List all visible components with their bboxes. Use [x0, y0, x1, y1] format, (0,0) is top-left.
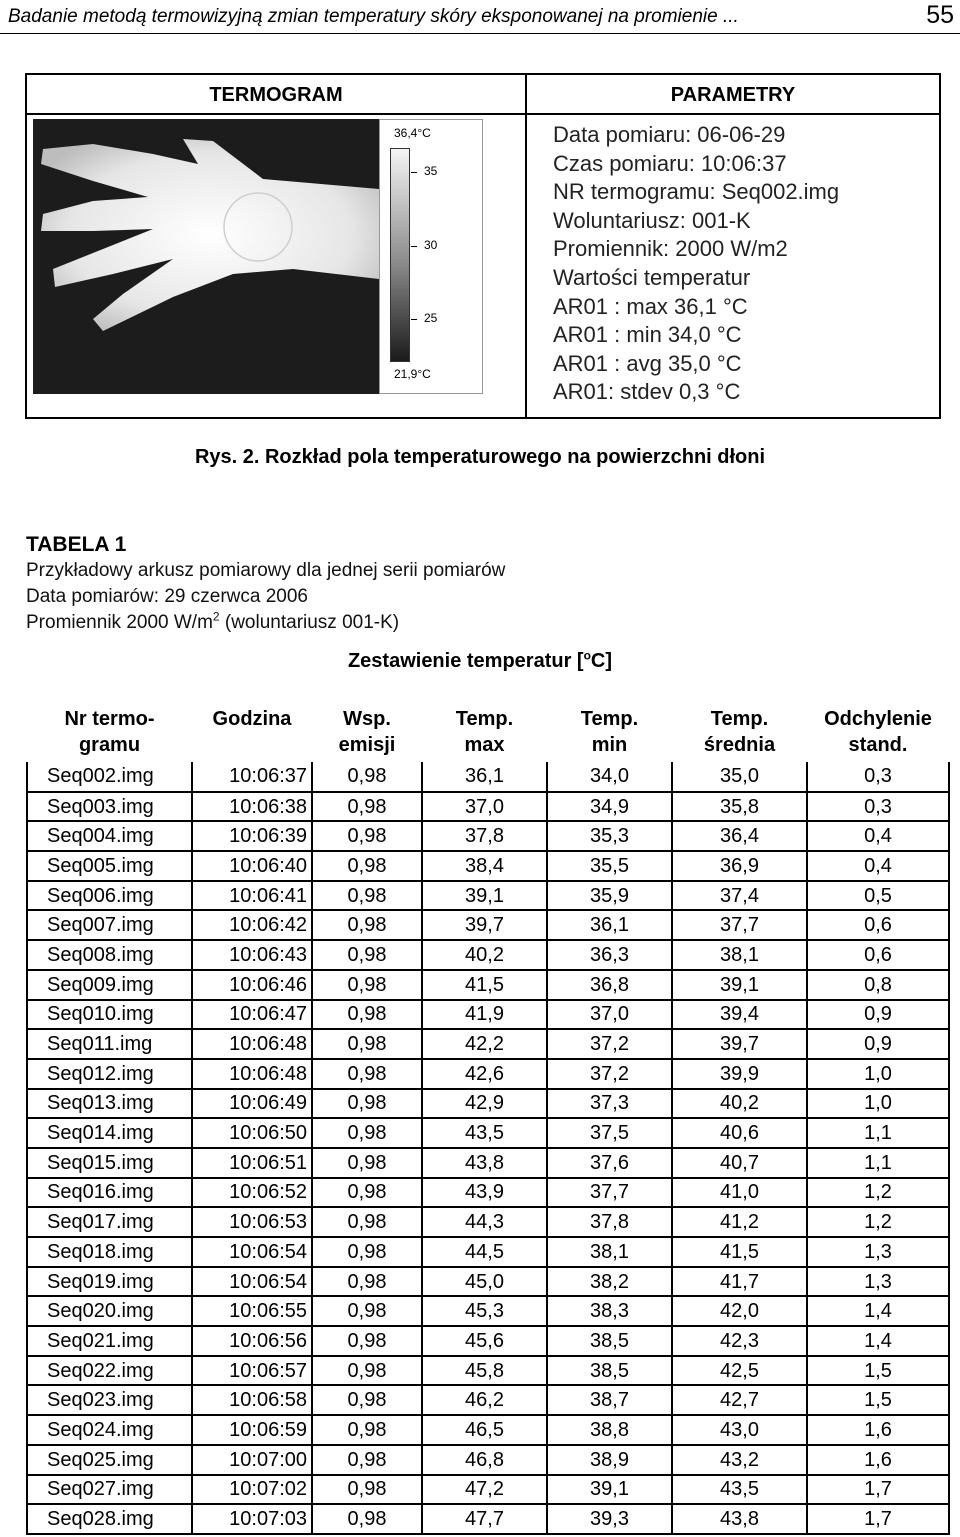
table-cell: 10:06:49 — [192, 1089, 312, 1119]
table-cell: 0,98 — [312, 1207, 422, 1237]
table-cell: 10:06:54 — [192, 1237, 312, 1267]
table-cell: 0,4 — [807, 821, 949, 851]
table-cell: 36,1 — [422, 762, 547, 792]
table-cell: 41,2 — [672, 1207, 807, 1237]
table-cell: 10:06:48 — [192, 1059, 312, 1089]
scale-max-label: 36,4°C — [394, 126, 431, 140]
table-cell: 10:06:41 — [192, 881, 312, 911]
table-cell: 0,98 — [312, 1148, 422, 1178]
parameters-list — [527, 115, 939, 407]
table-cell: Seq016.img — [27, 1178, 192, 1208]
table-cell: 0,4 — [807, 851, 949, 881]
table-cell: 40,2 — [672, 1089, 807, 1119]
table-cell: 39,7 — [422, 910, 547, 940]
table-row — [27, 1475, 949, 1505]
table-cell: 36,9 — [672, 851, 807, 881]
parameter-line: NR termogramu: Seq002.img — [553, 179, 840, 205]
table-cell: 0,98 — [312, 1445, 422, 1475]
table-cell: 10:06:50 — [192, 1118, 312, 1148]
table-cell: 37,8 — [422, 821, 547, 851]
table-cell: 37,0 — [547, 1000, 672, 1030]
table-cell: Seq020.img — [27, 1296, 192, 1326]
radiator-info — [26, 609, 400, 634]
table-cell: 40,6 — [672, 1118, 807, 1148]
table-cell: 10:06:55 — [192, 1296, 312, 1326]
table-row — [27, 970, 949, 1000]
table-cell: 39,3 — [547, 1504, 672, 1534]
table-cell: 0,98 — [312, 1000, 422, 1030]
table-cell: 0,98 — [312, 1475, 422, 1505]
table-cell: 10:06:39 — [192, 821, 312, 851]
table-cell: 0,3 — [807, 762, 949, 792]
table-cell: 10:06:54 — [192, 1267, 312, 1297]
table-cell: 43,5 — [672, 1475, 807, 1505]
table-cell: 10:07:03 — [192, 1504, 312, 1534]
column-header — [547, 704, 672, 762]
table-cell: 37,8 — [547, 1207, 672, 1237]
table-row — [27, 1029, 949, 1059]
table-cell: 10:06:51 — [192, 1148, 312, 1178]
table-cell: 46,8 — [422, 1445, 547, 1475]
thermogram-figure — [25, 73, 941, 419]
scale-tick — [411, 246, 417, 247]
table-row — [27, 1296, 949, 1326]
table-cell: 35,5 — [547, 851, 672, 881]
thermogram-area — [33, 119, 517, 413]
table-cell: 46,2 — [422, 1385, 547, 1415]
table-cell: 10:07:00 — [192, 1445, 312, 1475]
table-cell: 10:06:42 — [192, 910, 312, 940]
table-cell: 10:06:48 — [192, 1029, 312, 1059]
table-cell: Seq028.img — [27, 1504, 192, 1534]
table-cell: 0,98 — [312, 1059, 422, 1089]
column-header — [422, 704, 547, 762]
table-cell: 1,3 — [807, 1237, 949, 1267]
table-cell: Seq019.img — [27, 1267, 192, 1297]
table-cell: 10:06:38 — [192, 792, 312, 822]
table-cell: 0,6 — [807, 910, 949, 940]
table-cell: 47,2 — [422, 1475, 547, 1505]
table-cell: 0,98 — [312, 970, 422, 1000]
parameter-line: Czas pomiaru: 10:06:37 — [553, 150, 787, 176]
table-cell: 41,9 — [422, 1000, 547, 1030]
table-cell: 38,5 — [547, 1356, 672, 1386]
table-row — [27, 1385, 949, 1415]
table-cell: 10:06:46 — [192, 970, 312, 1000]
parameter-line: AR01: stdev 0,3 °C — [553, 379, 741, 405]
table-row — [27, 1118, 949, 1148]
table-cell: 0,9 — [807, 1029, 949, 1059]
table-cell: 0,3 — [807, 792, 949, 822]
column-header — [672, 704, 807, 762]
table-cell: 1,2 — [807, 1207, 949, 1237]
table-cell: 10:07:02 — [192, 1475, 312, 1505]
table-cell: 1,4 — [807, 1296, 949, 1326]
table-summary-title — [0, 650, 960, 673]
table-cell: 43,8 — [422, 1148, 547, 1178]
table-cell: 44,3 — [422, 1207, 547, 1237]
parameter-line: AR01 : max 36,1 °C — [553, 293, 748, 319]
table-row — [27, 1207, 949, 1237]
table-row — [27, 762, 949, 792]
table-cell: 1,6 — [807, 1415, 949, 1445]
table-row — [27, 940, 949, 970]
table-cell: Seq017.img — [27, 1207, 192, 1237]
table-cell: 44,5 — [422, 1237, 547, 1267]
table-row — [27, 1000, 949, 1030]
summary-text: Zestawienie temperatur [ — [347, 650, 584, 672]
table-cell: 39,1 — [672, 970, 807, 1000]
table-row — [27, 1148, 949, 1178]
table-cell: 1,0 — [807, 1089, 949, 1119]
table-cell: 10:06:58 — [192, 1385, 312, 1415]
table-cell: Seq010.img — [27, 1000, 192, 1030]
table-cell: 0,98 — [312, 1267, 422, 1297]
temperature-table — [26, 704, 950, 1535]
table-cell: Seq008.img — [27, 940, 192, 970]
table-cell: Seq022.img — [27, 1356, 192, 1386]
table-cell: 43,8 — [672, 1504, 807, 1534]
table-cell: 42,5 — [672, 1356, 807, 1386]
table-cell: 43,5 — [422, 1118, 547, 1148]
table-cell: 37,7 — [547, 1178, 672, 1208]
table-cell: 0,98 — [312, 1178, 422, 1208]
table-cell: 47,7 — [422, 1504, 547, 1534]
thermogram-image — [33, 119, 379, 394]
table-cell: 0,98 — [312, 851, 422, 881]
table-cell: 38,7 — [547, 1385, 672, 1415]
table-cell: 1,7 — [807, 1475, 949, 1505]
column-header-line: min — [591, 734, 628, 756]
table-cell: 37,7 — [672, 910, 807, 940]
table-row — [27, 1356, 949, 1386]
column-header-line: gramu — [78, 734, 141, 756]
table-cell: 1,0 — [807, 1059, 949, 1089]
table-cell: 41,5 — [422, 970, 547, 1000]
column-header-line: Godzina — [212, 708, 292, 730]
table-cell: 1,1 — [807, 1118, 949, 1148]
table-cell: 43,9 — [422, 1178, 547, 1208]
table-cell: 1,7 — [807, 1504, 949, 1534]
table-cell: Seq027.img — [27, 1475, 192, 1505]
table-cell: 0,6 — [807, 940, 949, 970]
table-cell: 42,2 — [422, 1029, 547, 1059]
table-cell: 35,3 — [547, 821, 672, 851]
table-cell: 34,0 — [547, 762, 672, 792]
table-cell: 0,98 — [312, 1237, 422, 1267]
table-cell: Seq005.img — [27, 851, 192, 881]
table-cell: 41,5 — [672, 1237, 807, 1267]
table-cell: 37,6 — [547, 1148, 672, 1178]
table-cell: 10:06:43 — [192, 940, 312, 970]
table-cell: 1,1 — [807, 1148, 949, 1178]
scale-tick-label: 35 — [424, 164, 438, 178]
table-cell: 35,0 — [672, 762, 807, 792]
parameter-line: AR01 : min 34,0 °C — [553, 322, 742, 348]
table-row — [27, 1326, 949, 1356]
column-header-line: stand. — [848, 734, 908, 756]
table-cell: 0,98 — [312, 762, 422, 792]
table-cell: 42,0 — [672, 1296, 807, 1326]
table-cell: 38,1 — [672, 940, 807, 970]
parameter-line: Wartości temperatur — [553, 264, 751, 290]
table-cell: 39,1 — [422, 881, 547, 911]
table-cell: 0,98 — [312, 910, 422, 940]
table-row — [27, 1267, 949, 1297]
table-cell: 39,1 — [547, 1475, 672, 1505]
table-cell: 36,3 — [547, 940, 672, 970]
table-cell: 10:06:56 — [192, 1326, 312, 1356]
table-cell: Seq013.img — [27, 1089, 192, 1119]
column-header-line: Temp. — [455, 708, 514, 730]
table-cell: 42,3 — [672, 1326, 807, 1356]
table-cell: 36,4 — [672, 821, 807, 851]
table-cell: 1,3 — [807, 1267, 949, 1297]
table-cell: 42,7 — [672, 1385, 807, 1415]
table-row — [27, 1445, 949, 1475]
scale-tick — [411, 172, 417, 173]
parameter-line: AR01 : avg 35,0 °C — [553, 350, 742, 376]
column-header-line: Temp. — [580, 708, 639, 730]
page-header — [0, 0, 960, 34]
thermogram-panel — [27, 75, 527, 417]
table-cell: Seq015.img — [27, 1148, 192, 1178]
running-title: Badanie metodą termowizyjną zmian temperatury skóry eksponowanej na promienie ... — [8, 6, 739, 27]
table-row — [27, 1415, 949, 1445]
table-cell: 37,0 — [422, 792, 547, 822]
parameter-line: Data pomiaru: 06-06-29 — [553, 122, 786, 147]
table-cell: Seq012.img — [27, 1059, 192, 1089]
table-cell: 0,5 — [807, 881, 949, 911]
table-cell: 0,98 — [312, 1089, 422, 1119]
table-cell: 45,3 — [422, 1296, 547, 1326]
table-cell: Seq003.img — [27, 792, 192, 822]
parameter-line: Woluntariusz: 001-K — [553, 207, 751, 233]
table-cell: 0,98 — [312, 1029, 422, 1059]
table-cell: 0,98 — [312, 1504, 422, 1534]
column-header — [27, 704, 192, 762]
table-cell: 36,8 — [547, 970, 672, 1000]
table-cell: Seq014.img — [27, 1118, 192, 1148]
table-cell: 36,1 — [547, 910, 672, 940]
table-cell: 1,5 — [807, 1385, 949, 1415]
column-header-line: Temp. — [710, 708, 769, 730]
table-cell: 0,98 — [312, 1415, 422, 1445]
column-header-line: Wsp. — [343, 708, 391, 730]
scale-gradient-bar — [390, 148, 410, 362]
measurement-date: Data pomiarów: 29 czerwca 2006 — [26, 586, 308, 607]
column-header — [192, 704, 312, 762]
scale-min-label: 21,9°C — [394, 367, 431, 381]
table-cell: 40,7 — [672, 1148, 807, 1178]
summary-unit: C] — [590, 650, 613, 672]
scale-tick-label: 30 — [424, 238, 438, 252]
table-row — [27, 910, 949, 940]
temperature-scale — [379, 119, 483, 394]
table-cell: 0,98 — [312, 792, 422, 822]
table-cell: 1,6 — [807, 1445, 949, 1475]
table-row — [27, 792, 949, 822]
table-cell: 10:06:52 — [192, 1178, 312, 1208]
table-cell: 0,98 — [312, 1385, 422, 1415]
table-row — [27, 881, 949, 911]
table-body — [27, 762, 949, 1534]
table-cell: 10:06:37 — [192, 762, 312, 792]
table-cell: Seq007.img — [27, 910, 192, 940]
hand-thermal-image — [33, 119, 379, 394]
parameter-line: Promiennik: 2000 W/m2 — [553, 236, 788, 262]
table-cell: 43,2 — [672, 1445, 807, 1475]
table-row — [27, 1178, 949, 1208]
thermogram-heading: TERMOGRAM — [27, 75, 525, 115]
radiator-unit-exponent: 2 — [212, 609, 220, 624]
scale-tick-label: 25 — [424, 311, 438, 325]
table-cell: 0,8 — [807, 970, 949, 1000]
table-cell: 45,0 — [422, 1267, 547, 1297]
table-row — [27, 851, 949, 881]
parameters-panel — [527, 75, 939, 417]
column-header-line: średnia — [703, 734, 776, 756]
table-heading: TABELA 1 — [26, 533, 127, 556]
table-cell: 38,4 — [422, 851, 547, 881]
table-cell: Seq009.img — [27, 970, 192, 1000]
table-cell: 10:06:59 — [192, 1415, 312, 1445]
column-header-line: emisji — [338, 734, 396, 756]
table-cell: 10:06:40 — [192, 851, 312, 881]
figure-caption: Rys. 2. Rozkład pola temperaturowego na powierzchni dłoni — [194, 446, 766, 468]
table-cell: Seq025.img — [27, 1445, 192, 1475]
column-header-line: max — [464, 734, 505, 756]
table-cell: 39,7 — [672, 1029, 807, 1059]
table-cell: 38,5 — [547, 1326, 672, 1356]
table-row — [27, 1059, 949, 1089]
table-cell: Seq021.img — [27, 1326, 192, 1356]
table-cell: 40,2 — [422, 940, 547, 970]
table-cell: 0,98 — [312, 1356, 422, 1386]
degree-symbol: o — [583, 648, 591, 663]
table-cell: 35,8 — [672, 792, 807, 822]
table-cell: Seq006.img — [27, 881, 192, 911]
table-cell: 0,98 — [312, 1326, 422, 1356]
table-cell: 45,8 — [422, 1356, 547, 1386]
table-cell: 41,7 — [672, 1267, 807, 1297]
table-cell: 10:06:47 — [192, 1000, 312, 1030]
table-cell: 0,98 — [312, 821, 422, 851]
table-cell: 1,4 — [807, 1326, 949, 1356]
table-cell: 37,4 — [672, 881, 807, 911]
table-cell: Seq004.img — [27, 821, 192, 851]
table-cell: 38,8 — [547, 1415, 672, 1445]
table-cell: 41,0 — [672, 1178, 807, 1208]
table-cell: Seq018.img — [27, 1237, 192, 1267]
radiator-text: Promiennik 2000 W/m — [26, 612, 213, 633]
table-cell: 37,3 — [547, 1089, 672, 1119]
table-cell: 37,2 — [547, 1029, 672, 1059]
table-cell: 0,98 — [312, 1118, 422, 1148]
table-cell: 42,6 — [422, 1059, 547, 1089]
column-header — [312, 704, 422, 762]
scale-tick — [411, 319, 417, 320]
table-cell: 10:06:53 — [192, 1207, 312, 1237]
table-cell: 0,98 — [312, 940, 422, 970]
page-number: 55 — [926, 1, 954, 29]
table-cell: 46,5 — [422, 1415, 547, 1445]
table-cell: 38,9 — [547, 1445, 672, 1475]
table-cell: 39,4 — [672, 1000, 807, 1030]
table-row — [27, 821, 949, 851]
table-cell: 38,3 — [547, 1296, 672, 1326]
table-cell: 35,9 — [547, 881, 672, 911]
table-cell: 1,2 — [807, 1178, 949, 1208]
table-cell: 0,98 — [312, 881, 422, 911]
table-cell: 43,0 — [672, 1415, 807, 1445]
table-cell: Seq024.img — [27, 1415, 192, 1445]
table-cell: 37,5 — [547, 1118, 672, 1148]
column-header-line: Nr termo- — [64, 708, 155, 730]
table-cell: 34,9 — [547, 792, 672, 822]
table-cell: 42,9 — [422, 1089, 547, 1119]
table-header-row — [27, 704, 949, 762]
column-header — [807, 704, 949, 762]
table-cell: 38,2 — [547, 1267, 672, 1297]
table-cell: 38,1 — [547, 1237, 672, 1267]
table-cell: Seq002.img — [27, 762, 192, 792]
column-header-line: Odchylenie — [824, 708, 932, 730]
table-cell: 10:06:57 — [192, 1356, 312, 1386]
parameters-heading: PARAMETRY — [527, 75, 939, 115]
table-description: Przykładowy arkusz pomiarowy dla jednej serii pomiarów — [26, 560, 506, 581]
table-cell: 45,6 — [422, 1326, 547, 1356]
table-cell: 0,98 — [312, 1296, 422, 1326]
table-cell: Seq023.img — [27, 1385, 192, 1415]
table-cell: Seq011.img — [27, 1029, 192, 1059]
table-cell: 39,9 — [672, 1059, 807, 1089]
table-cell: 37,2 — [547, 1059, 672, 1089]
table-cell: 0,9 — [807, 1000, 949, 1030]
table-row — [27, 1237, 949, 1267]
table-row — [27, 1089, 949, 1119]
volunteer-text: (woluntariusz 001-K) — [219, 612, 400, 633]
table-cell: 1,5 — [807, 1356, 949, 1386]
table-row — [27, 1504, 949, 1534]
